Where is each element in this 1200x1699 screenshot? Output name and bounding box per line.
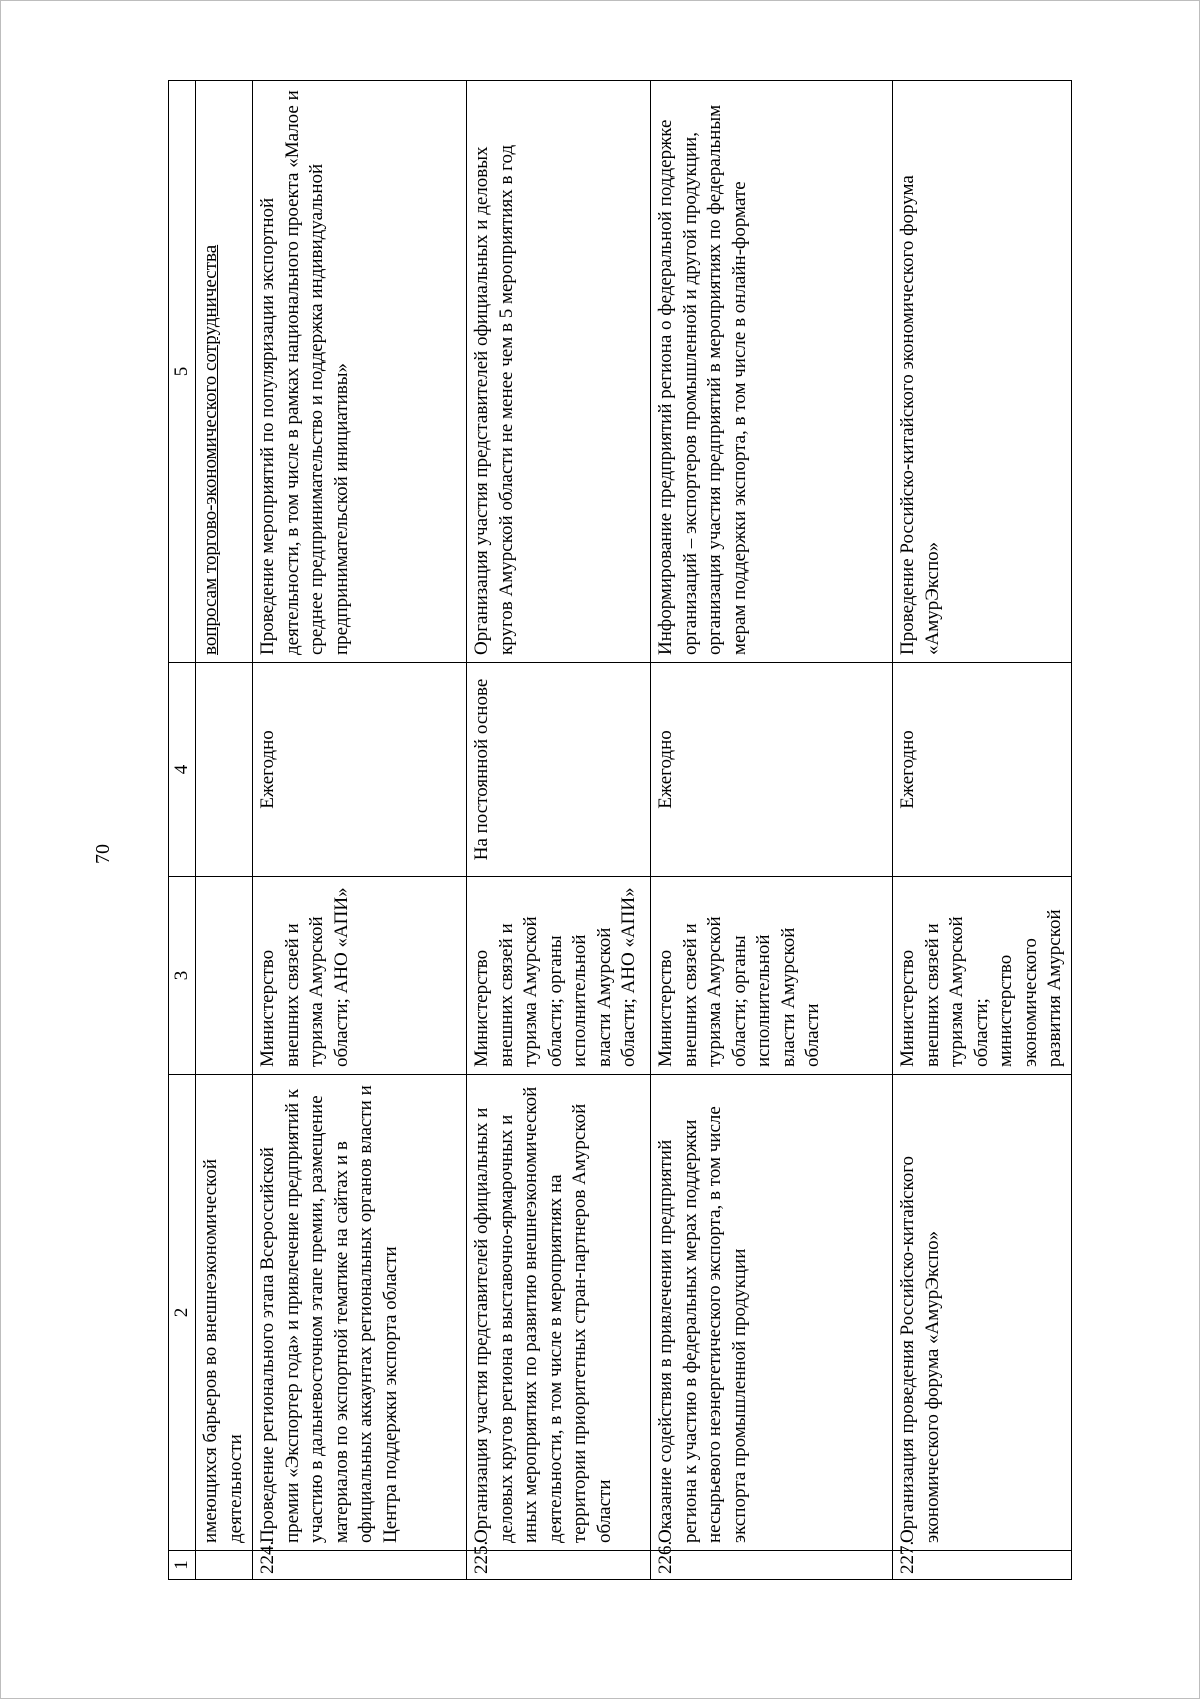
row-number — [196, 1551, 253, 1580]
term-cell: На постоянной основе — [467, 663, 651, 877]
event-cell: Организация участия представителей официальных и деловых кругов региона в выставочно-ярмарочных и иных мероприятиях по развитию внешнеэкономической деятельности, в том числе в мероприятиях на территории приоритетных стран-партнеров Амурской области — [467, 1075, 651, 1551]
event-cell: Оказание содействия в привлечении предприятий региона к участию в федеральных мерах поддержки несырьевого неэнергетического экспорта, в том числе экспорта промышленной продукции — [651, 1075, 893, 1551]
event-cell: Организация проведения Российско-китайского экономического форума «АмурЭкспо» — [893, 1075, 1072, 1551]
table-row — [651, 81, 893, 1580]
result-text: вопросам торгово-экономического сотрудничества — [200, 244, 221, 655]
table-header-row — [169, 81, 196, 1580]
result-cell: Информирование предприятий региона о федеральной поддержке организаций – экспортеров промышленной и другой продукции, организация участия предприятий в мероприятиях по федеральным мерам поддержки экспорта, в том числе в онлайн-формате — [651, 81, 893, 663]
row-number: 226. — [651, 1551, 893, 1580]
result-cell — [196, 81, 253, 663]
column-header-3: 3 — [169, 877, 196, 1075]
row-number: 225. — [467, 1551, 651, 1580]
rotated-table-sheet — [168, 80, 1065, 1580]
term-cell: Ежегодно — [651, 663, 893, 877]
term-cell: Ежегодно — [253, 663, 467, 877]
table-row-continuation — [196, 81, 253, 1580]
table-row — [253, 81, 467, 1580]
page-number: 70 — [92, 844, 114, 864]
result-cell: Проведение мероприятий по популяризации экспортной деятельности, в том числе в рамках национального проекта «Малое и среднее предпринимательство и поддержка индивидуальной предпринимательской инициативы» — [253, 81, 467, 663]
result-cell: Организация участия представителей официальных и деловых кругов Амурской области не менее чем в 5 мероприятиях в год — [467, 81, 651, 663]
table-row — [467, 81, 651, 1580]
column-header-4: 4 — [169, 663, 196, 877]
column-header-1: 1 — [169, 1551, 196, 1580]
event-cell: Проведение регионального этапа Всероссийской премии «Экспортер года» и привлечение предприятий к участию в дальневосточном этапе премии, размещение материалов по экспортной тематике на сайтах и в официальных аккаунтах региональных органов власти и Центра поддержки экспорта области — [253, 1075, 467, 1551]
column-header-2: 2 — [169, 1075, 196, 1551]
executor-cell: Министерство внешних связей и туризма Амурской области; министерство экономического развития Амурской — [893, 877, 1072, 1075]
table-row — [893, 81, 1072, 1580]
term-cell — [196, 663, 253, 877]
row-number: 224. — [253, 1551, 467, 1580]
row-number: 227. — [893, 1551, 1072, 1580]
executor-cell — [196, 877, 253, 1075]
executor-cell: Министерство внешних связей и туризма Амурской области; АНО «АПИ» — [253, 877, 467, 1075]
result-cell: Проведение Российско-китайского экономического форума «АмурЭкспо» — [893, 81, 1072, 663]
column-header-5: 5 — [169, 81, 196, 663]
term-cell: Ежегодно — [893, 663, 1072, 877]
executor-cell: Министерство внешних связей и туризма Амурской области; органы исполнительной власти Амурской области — [651, 877, 893, 1075]
event-cell: имеющихся барьеров во внешнеэкономической деятельности — [196, 1075, 253, 1551]
executor-cell: Министерство внешних связей и туризма Амурской области; органы исполнительной власти Амурской области; АНО «АПИ» — [467, 877, 651, 1075]
action-plan-table — [168, 80, 1072, 1580]
